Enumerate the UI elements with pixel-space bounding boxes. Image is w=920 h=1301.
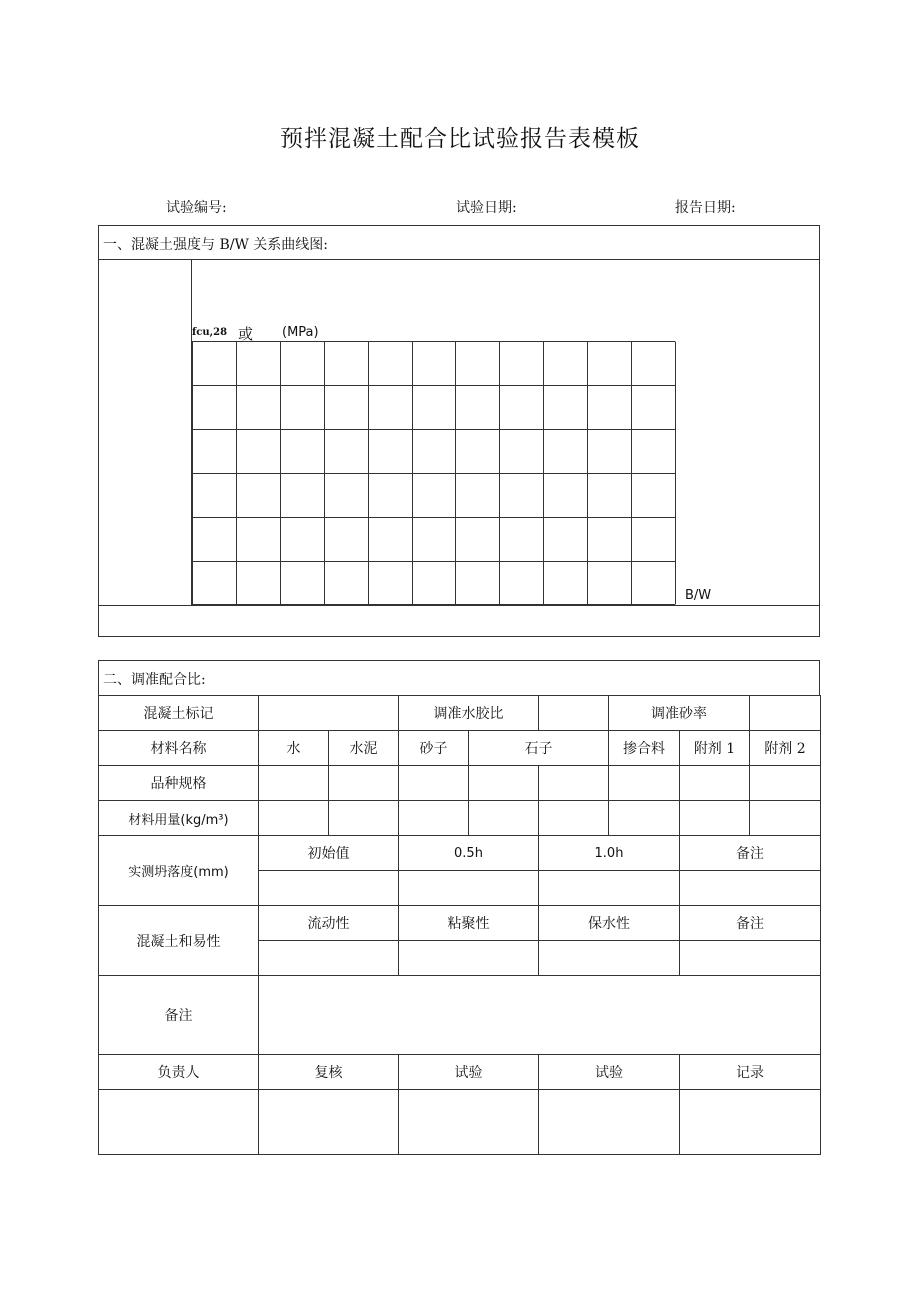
usage-cell[interactable] xyxy=(750,801,821,836)
material-sand: 砂子 xyxy=(399,731,469,766)
y-axis-label: 或 xyxy=(238,325,254,343)
spec-cell[interactable] xyxy=(259,766,329,801)
spec-cell[interactable] xyxy=(539,766,609,801)
workability-label: 混凝土和易性 xyxy=(99,906,259,976)
sign-record-value[interactable] xyxy=(680,1090,821,1155)
section2-header xyxy=(98,660,820,696)
material-additive-1: 附剂 1 xyxy=(680,731,750,766)
sign-review-label: 复核 xyxy=(259,1055,399,1090)
slump-initial-value[interactable] xyxy=(259,871,399,906)
sign-review-value[interactable] xyxy=(259,1090,399,1155)
slump-10h-value[interactable] xyxy=(539,871,680,906)
spec-cell[interactable] xyxy=(750,766,821,801)
slump-initial-label: 初始值 xyxy=(259,836,399,871)
cohesion-label: 粘聚性 xyxy=(399,906,539,941)
usage-cell[interactable] xyxy=(680,801,750,836)
section1-header-divider xyxy=(98,259,820,260)
material-admixture: 掺合料 xyxy=(609,731,680,766)
sign-test-label-2: 试验 xyxy=(539,1055,680,1090)
sign-responsible-value[interactable] xyxy=(99,1090,259,1155)
spec-cell[interactable] xyxy=(469,766,539,801)
remark-label: 备注 xyxy=(99,976,259,1055)
water-retention-label: 保水性 xyxy=(539,906,680,941)
section2-heading: 二、调准配合比: xyxy=(103,672,206,688)
wb-ratio-value[interactable] xyxy=(539,696,609,731)
spec-label: 品种规格 xyxy=(99,766,259,801)
workability-remark-value[interactable] xyxy=(680,941,821,976)
mix-table xyxy=(98,695,821,1155)
material-water: 水 xyxy=(259,731,329,766)
page-title: 预拌混凝土配合比试验报告表模板 xyxy=(280,126,640,152)
report-date-label: 报告日期: xyxy=(675,200,736,216)
slump-remark-label: 备注 xyxy=(680,836,821,871)
workability-remark-label: 备注 xyxy=(680,906,821,941)
slump-remark-value[interactable] xyxy=(680,871,821,906)
sand-ratio-value[interactable] xyxy=(750,696,821,731)
usage-cell[interactable] xyxy=(609,801,680,836)
sign-responsible-label: 负责人 xyxy=(99,1055,259,1090)
material-stone: 石子 xyxy=(469,731,609,766)
usage-label: 材料用量(kg/m³) xyxy=(99,801,259,836)
spec-cell[interactable] xyxy=(680,766,750,801)
slump-label: 实测坍落度(mm) xyxy=(99,836,259,906)
usage-cell[interactable] xyxy=(329,801,399,836)
usage-cell[interactable] xyxy=(469,801,539,836)
sign-test-value[interactable] xyxy=(399,1090,539,1155)
sign-test-label: 试验 xyxy=(399,1055,539,1090)
remark-value[interactable] xyxy=(259,976,821,1055)
cohesion-value[interactable] xyxy=(399,941,539,976)
concrete-mark-value[interactable] xyxy=(259,696,399,731)
material-name-label: 材料名称 xyxy=(99,731,259,766)
y-axis-symbol: fcu,28 xyxy=(192,327,228,338)
usage-cell[interactable] xyxy=(539,801,609,836)
slump-05h-value[interactable] xyxy=(399,871,539,906)
usage-cell[interactable] xyxy=(399,801,469,836)
spec-cell[interactable] xyxy=(399,766,469,801)
material-additive-2: 附剂 2 xyxy=(750,731,821,766)
test-no-label: 试验编号: xyxy=(166,200,227,216)
wb-ratio-label: 调准水胶比 xyxy=(399,696,539,731)
x-axis-label: B/W xyxy=(685,588,712,603)
spec-cell[interactable] xyxy=(609,766,680,801)
slump-05h-label: 0.5h xyxy=(399,836,539,871)
water-retention-value[interactable] xyxy=(539,941,680,976)
slump-10h-label: 1.0h xyxy=(539,836,680,871)
sand-ratio-label: 调准砂率 xyxy=(609,696,750,731)
usage-cell[interactable] xyxy=(259,801,329,836)
test-date-label: 试验日期: xyxy=(456,200,517,216)
sign-test-value-2[interactable] xyxy=(539,1090,680,1155)
y-axis-unit: (MPa) xyxy=(282,325,319,340)
blank-grid xyxy=(192,341,676,607)
material-cement: 水泥 xyxy=(329,731,399,766)
spec-cell[interactable] xyxy=(329,766,399,801)
section1-heading: 一、混凝土强度与 B/W 关系曲线图: xyxy=(103,237,329,253)
fluidity-label: 流动性 xyxy=(259,906,399,941)
sign-record-label: 记录 xyxy=(680,1055,821,1090)
fluidity-value[interactable] xyxy=(259,941,399,976)
concrete-mark-label: 混凝土标记 xyxy=(99,696,259,731)
